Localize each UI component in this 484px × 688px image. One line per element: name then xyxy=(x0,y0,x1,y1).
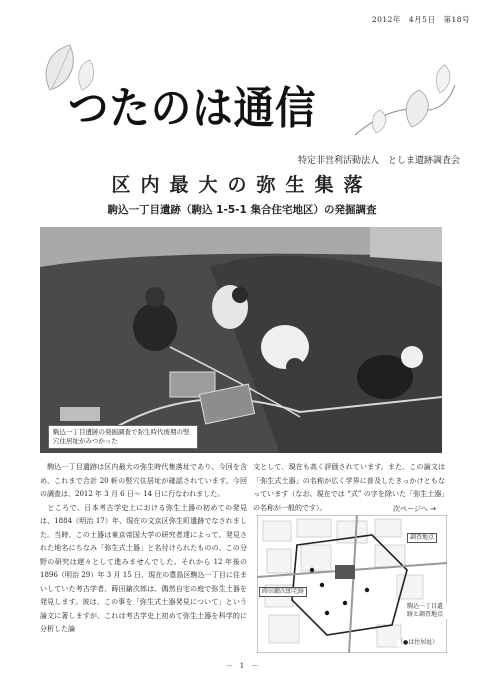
issue-info: 2012年 4月5日 第18号 xyxy=(371,15,470,24)
map-label-site: 調査地点 xyxy=(407,533,437,543)
page-number: － 1 － xyxy=(225,662,259,670)
paragraph: 文として、現在も高く評価されています。また、この論文は「弥生式土器」の名称が広く学界に普及したきっかけともなっています（なお、現在では “式” の字を除いた「弥生土器」の名称が一般的です）。 xyxy=(253,463,445,512)
article-subheadline: 駒込一丁目遺跡（駒込 1-5-1 集合住宅地区）の発掘調査 xyxy=(107,204,377,216)
masthead-title: つたのは通信 xyxy=(68,83,317,134)
article-headline: 区内最大の弥生集落 xyxy=(111,174,373,196)
map-label-makita-house: 蒔田鎗次郎宅跡 xyxy=(259,587,307,597)
continue-note xyxy=(393,504,436,514)
excavation-photo xyxy=(40,227,442,453)
continue-label: 次ページへ xyxy=(393,505,428,513)
map-legend-note: （●は住居址） xyxy=(397,639,439,646)
paragraph: ところで、日本考古学史上における弥生土器の初めての発見は、1884（明治 17）年、現在の文京区弥生町遺跡でなされました。当時、この土器は東京帝国大学の研究者達によって、発見された地名にちなみ「弥生式土器」と名付けられたものの、この分野の研究は遅々として進みませんでした。それから 12 年後の 1896（明治 29）年 3 月 15 日、現在の豊島区駒込一丁目に住まいしていた考古学者、蒔田鎗次郎は、偶然自宅の庭で弥生土器を発見します。彼は、この事を「弥生式土器発見について」という論文に著しますが、これは考古学史上初めて弥生土器を科学的に分析した論 xyxy=(40,503,247,633)
organization-name: 特定非営利活動法人 としま遺跡調査会 xyxy=(297,156,460,166)
paragraph: 駒込一丁目遺跡は区内最大の弥生時代集落址であり、今回を含め、これまで合計 20 軒の竪穴住居址が確認されています。今回の調査は、2012 年 3 月 6 日～ 14 日に行なわれました。 xyxy=(40,463,247,498)
map-legend: 駒込一丁目遺跡と調査地点 xyxy=(407,603,447,619)
site-map xyxy=(257,515,447,653)
arrow-right-icon: → xyxy=(430,505,436,513)
ivy-vine-icon xyxy=(350,55,460,145)
article-column-left xyxy=(40,461,247,637)
photo-caption: 駒込一丁目遺跡の発掘調査で弥生時代後期の竪穴住居址がみつかった xyxy=(48,425,198,449)
